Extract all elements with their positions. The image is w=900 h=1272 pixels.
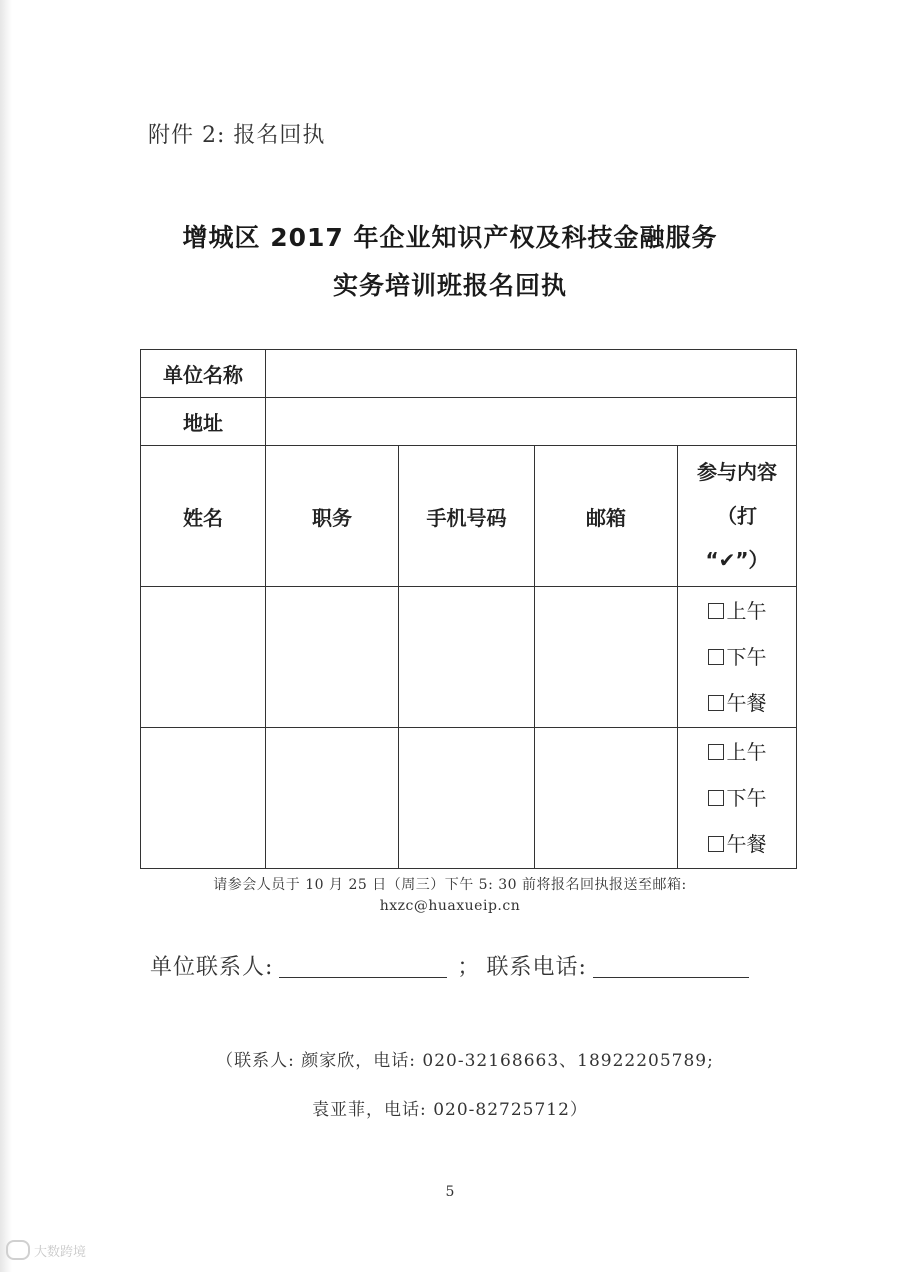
checkbox-icon[interactable] bbox=[708, 744, 724, 760]
entry-1-option-morning[interactable] bbox=[678, 588, 796, 634]
entry-2-email-field[interactable] bbox=[535, 728, 678, 869]
entry-2-option-lunch[interactable] bbox=[678, 821, 796, 867]
entry-2-options bbox=[678, 728, 797, 869]
option-label: 午餐 bbox=[726, 832, 767, 856]
page-number: 5 bbox=[445, 1184, 455, 1200]
entry-1-option-afternoon[interactable] bbox=[678, 634, 796, 680]
registration-form-table bbox=[140, 349, 797, 869]
contact-separator: ； bbox=[457, 955, 481, 980]
participation-header-line-3: “✔”） bbox=[705, 548, 769, 572]
contact-info-line-2: 袁亚菲，电话: 020-82725712） bbox=[312, 1100, 588, 1120]
entry-1-name-field[interactable] bbox=[141, 587, 266, 728]
header-row bbox=[141, 446, 797, 587]
checkbox-icon[interactable] bbox=[708, 836, 724, 852]
contact-line bbox=[150, 950, 749, 981]
unit-contact-label: 单位联系人: bbox=[150, 955, 274, 980]
checkbox-icon[interactable] bbox=[708, 790, 724, 806]
attachment-label: 附件 2: 报名回执 bbox=[148, 123, 326, 148]
document-title-line-2: 实务培训班报名回执 bbox=[332, 271, 567, 300]
address-label: 地址 bbox=[141, 398, 266, 446]
participation-header-line-1: 参与内容 bbox=[697, 460, 777, 484]
entry-1-options bbox=[678, 587, 797, 728]
entry-row-1 bbox=[141, 587, 797, 728]
company-name-label: 单位名称 bbox=[141, 350, 266, 398]
watermark-text: 大数跨境 bbox=[34, 1245, 87, 1260]
address-row bbox=[141, 398, 797, 446]
address-field[interactable] bbox=[266, 398, 797, 446]
entry-row-2 bbox=[141, 728, 797, 869]
phone-label: 联系电话: bbox=[486, 955, 587, 980]
checkbox-icon[interactable] bbox=[708, 603, 724, 619]
submission-note-line-1: 请参会人员于 10 月 25 日（周三）下午 5: 30 前将报名回执报送至邮箱: bbox=[213, 877, 687, 893]
phone-blank[interactable] bbox=[593, 955, 749, 978]
watermark bbox=[6, 1240, 86, 1260]
entry-2-option-morning[interactable] bbox=[678, 729, 796, 775]
participation-header-line-2: （打 bbox=[717, 504, 757, 528]
option-label: 下午 bbox=[726, 645, 767, 669]
entry-2-option-afternoon[interactable] bbox=[678, 775, 796, 821]
checkbox-icon[interactable] bbox=[708, 695, 724, 711]
page-edge-shadow bbox=[0, 0, 12, 1272]
entry-1-position-field[interactable] bbox=[266, 587, 399, 728]
document-title-line-1: 增城区 2017 年企业知识产权及科技金融服务 bbox=[182, 223, 718, 252]
checkbox-icon[interactable] bbox=[708, 649, 724, 665]
entry-1-mobile-field[interactable] bbox=[399, 587, 535, 728]
option-label: 上午 bbox=[726, 599, 767, 623]
entry-2-mobile-field[interactable] bbox=[399, 728, 535, 869]
company-name-field[interactable] bbox=[266, 350, 797, 398]
company-name-row bbox=[141, 350, 797, 398]
entry-2-name-field[interactable] bbox=[141, 728, 266, 869]
column-header-position: 职务 bbox=[266, 446, 399, 587]
column-header-participation bbox=[678, 446, 797, 587]
unit-contact-blank[interactable] bbox=[279, 955, 447, 978]
option-label: 下午 bbox=[726, 786, 767, 810]
contact-info-line-1: （联系人: 颜家欣，电话: 020-32168663、18922205789; bbox=[216, 1051, 714, 1071]
column-header-mobile: 手机号码 bbox=[399, 446, 535, 587]
submission-email: hxzc@huaxueip.cn bbox=[379, 898, 521, 914]
entry-1-email-field[interactable] bbox=[535, 587, 678, 728]
entry-2-position-field[interactable] bbox=[266, 728, 399, 869]
entry-1-option-lunch[interactable] bbox=[678, 680, 796, 726]
column-header-name: 姓名 bbox=[141, 446, 266, 587]
option-label: 午餐 bbox=[726, 691, 767, 715]
option-label: 上午 bbox=[726, 740, 767, 764]
watermark-logo-icon bbox=[6, 1240, 30, 1260]
column-header-email: 邮箱 bbox=[535, 446, 678, 587]
